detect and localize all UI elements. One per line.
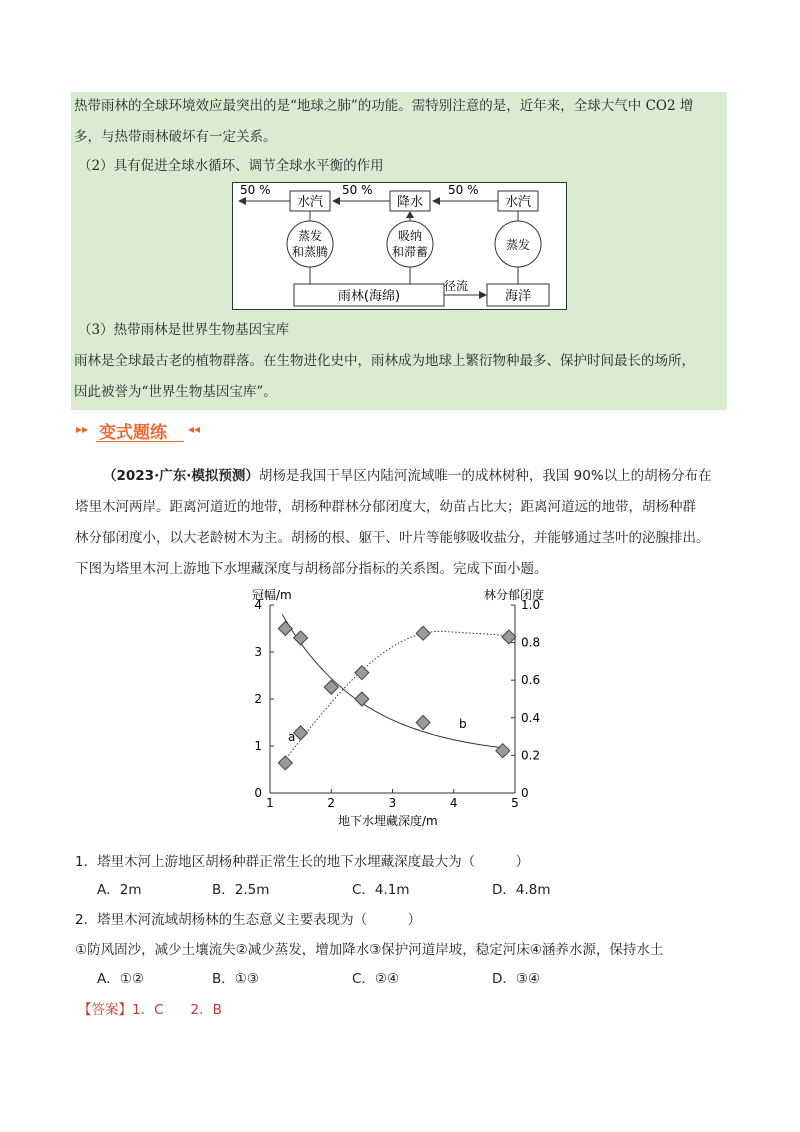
vapor-right-label: 水汽 — [504, 195, 532, 210]
q1-option-a[interactable]: A．2m — [97, 882, 142, 898]
question-2-stem: 2．塔里木河流域胡杨林的生态意义主要表现为（ ） — [75, 912, 422, 928]
question-2-statements: ①防风固沙，减少土壤流失②减少蒸发，增加降水③保护河道岸坡，稳定河床④涵养水源，保持水土 — [75, 942, 664, 958]
series-a-marker — [278, 756, 292, 770]
series-a-marker — [502, 630, 516, 644]
y-right-tick-label: 0.2 — [521, 748, 541, 763]
series-b-curve — [282, 614, 506, 748]
y-right-tick-label: 1.0 — [521, 598, 541, 612]
series-b-marker — [416, 716, 430, 730]
rain-label: 降水 — [396, 195, 424, 210]
vapor-left-label: 水汽 — [296, 195, 324, 210]
series-a-marker — [416, 626, 430, 640]
groundwater-chart — [240, 583, 570, 833]
q2-option-c[interactable]: C．②④ — [352, 971, 400, 987]
paragraph-line: 雨林是全球最古老的植物群落。在生物进化史中，雨林成为地球上繁衍物种最多、保护时间最长的场所， — [74, 353, 695, 369]
y-left-tick-label: 4 — [254, 598, 262, 612]
water-cycle-diagram — [232, 182, 567, 310]
rainforest-label: 雨林(海绵) — [337, 289, 401, 304]
point-2: （2）具有促进全球水循环、调节全球水平衡的作用 — [78, 158, 384, 174]
answer-text: 1．C 2．B — [132, 1002, 222, 1018]
q1-option-c[interactable]: C．4.1m — [352, 882, 410, 898]
q2-option-b[interactable]: B．①③ — [212, 971, 259, 987]
xlabel: 地下水埋藏深度/m — [338, 814, 438, 828]
y-left-tick-label: 3 — [254, 645, 262, 659]
section-heading — [76, 416, 211, 442]
y-right-tick-label: 0.4 — [521, 710, 541, 725]
pct-left-label: 50 % — [240, 183, 271, 197]
pct-mid-label: 50 % — [342, 183, 373, 197]
circle-evapotranspiration — [287, 221, 333, 267]
runoff-label: 径流 — [444, 279, 469, 293]
answer-label: 【答案】 — [78, 1002, 132, 1018]
circle-absorption — [387, 221, 433, 267]
y-left-tick-label: 0 — [254, 786, 262, 800]
x-tick-label: 2 — [327, 796, 336, 810]
series-a-marker — [294, 726, 308, 740]
circle1-line1: 蒸发 — [297, 229, 323, 243]
intro-line-1 — [103, 464, 712, 484]
ylabel-right: 林分郁闭度 — [484, 588, 545, 602]
series-b-marker — [355, 692, 369, 706]
y-left-tick-label: 1 — [254, 739, 262, 753]
ylabel-left: 冠幅/m — [252, 588, 292, 602]
paragraph-line: 因此被誉为“世界生物基因宝库”。 — [74, 384, 277, 400]
circle3-label: 蒸发 — [505, 238, 531, 252]
double-triangle-right-icon: ▸▸ — [76, 422, 89, 436]
intro-line-4: 下图为塔里木河上游地下水埋藏深度与胡杨部分指标的关系图。完成下面小题。 — [75, 561, 548, 577]
series-b-marker — [324, 680, 338, 694]
x-tick-label: 5 — [511, 796, 519, 810]
section-heading-text: 变式题练 — [99, 423, 167, 443]
circle1-line2: 和蒸腾 — [291, 245, 329, 259]
series-b-label: b — [459, 717, 467, 731]
y-right-tick-label: 0.6 — [521, 673, 541, 688]
ocean-label: 海洋 — [504, 289, 532, 304]
paragraph-line: 热带雨林的全球环境效应最突出的是“地球之肺”的功能。需特别注意的是，近年来，全球大气中 CO2 增 — [74, 98, 694, 114]
paragraph-line: 多，与热带雨林破坏有一定关系。 — [74, 129, 277, 145]
circle2-line1: 吸纳 — [397, 229, 423, 243]
heading-underline — [96, 441, 184, 442]
x-tick-label: 3 — [388, 796, 397, 810]
q1-option-b[interactable]: B．2.5m — [212, 882, 270, 898]
intro-text: 胡杨是我国干旱区内陆河流域唯一的成林树种，我国 90%以上的胡杨分布在 — [258, 468, 712, 484]
x-tick-label: 4 — [449, 796, 458, 810]
series-b-marker — [294, 631, 308, 645]
point-3: （3）热带雨林是世界生物基因宝库 — [78, 322, 290, 338]
intro-line-2: 塔里木河两岸。距离河道近的地带，胡杨种群林分郁闭度大，幼苗占比大；距离河道远的地带，胡杨种群 — [75, 499, 696, 515]
pct-right-label: 50 % — [448, 183, 479, 197]
x-tick-label: 1 — [266, 796, 274, 810]
double-triangle-left-icon: ◂◂ — [188, 422, 201, 436]
question-1-stem: 1．塔里木河上游地区胡杨种群正常生长的地下水埋藏深度最大为（ ） — [75, 854, 530, 870]
y-left-tick-label: 2 — [254, 692, 262, 706]
y-right-tick-label: 0.8 — [521, 635, 541, 650]
y-right-tick-label: 0 — [521, 786, 529, 800]
q2-option-a[interactable]: A．①② — [97, 971, 144, 987]
intro-line-3: 林分郁闭度小，以大老龄树木为主。胡杨的根、躯干、叶片等能够吸收盐分，并能够通过茎叶的泌腺排出。 — [75, 530, 710, 546]
q2-option-d[interactable]: D．③④ — [492, 971, 541, 987]
source-tag: （2023·广东·模拟预测） — [103, 468, 259, 484]
q1-option-d[interactable]: D．4.8m — [492, 882, 551, 898]
series-a-label: a — [288, 730, 296, 744]
answer-line — [78, 998, 222, 1018]
series-b-marker — [496, 744, 510, 758]
series-a-marker — [355, 666, 369, 680]
series-a-curve — [288, 631, 512, 755]
circle2-line2: 和滞蓄 — [391, 245, 429, 259]
series-b-marker — [278, 622, 292, 636]
